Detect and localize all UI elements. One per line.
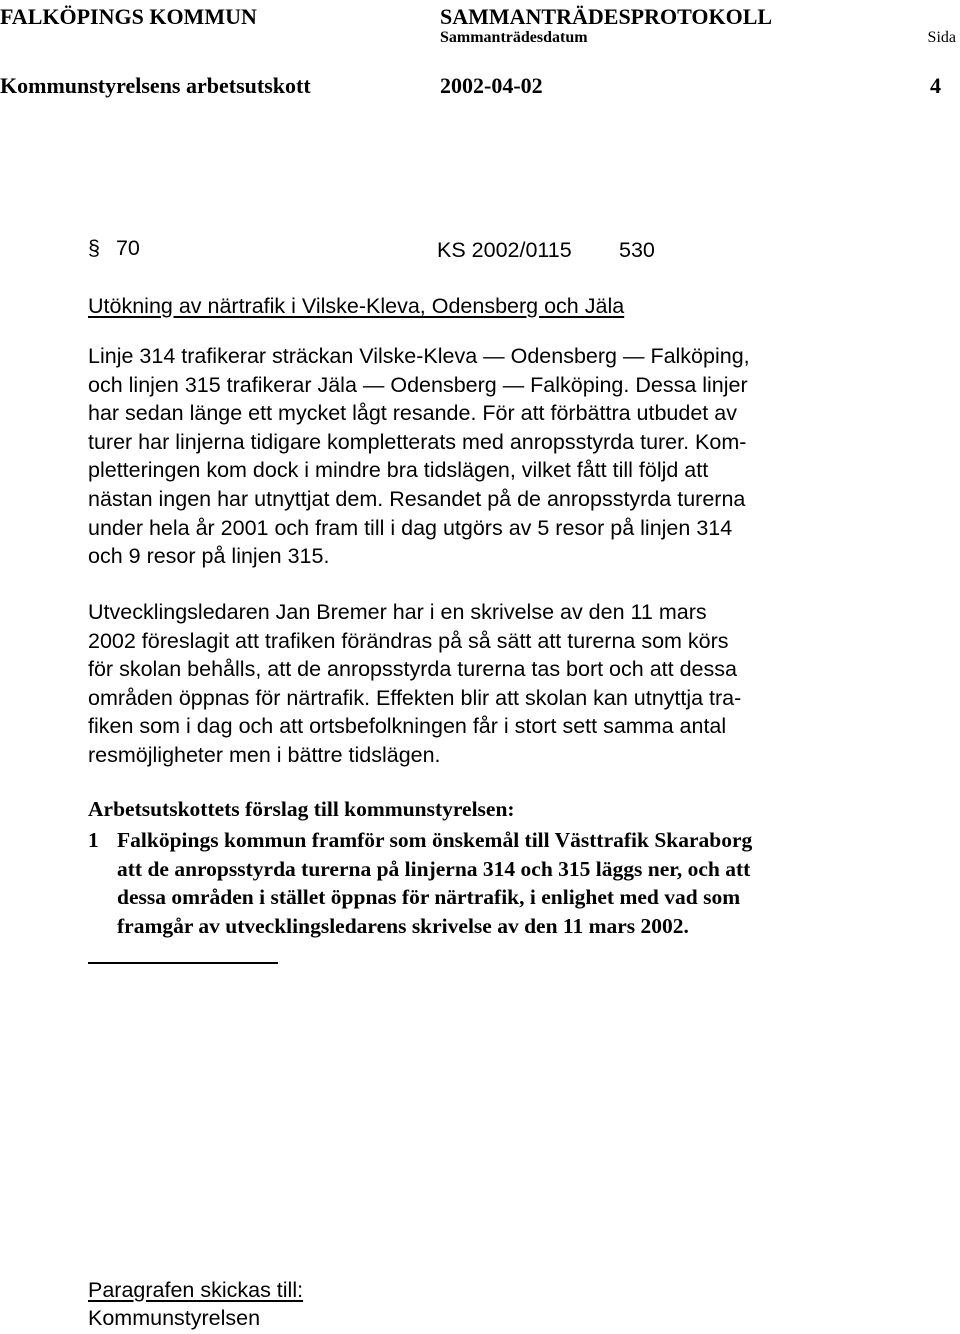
archive-code: 530 xyxy=(619,238,655,262)
proposal-item-text xyxy=(117,826,752,940)
distribution-label xyxy=(88,1278,303,1303)
body-line: turer har linjerna tidigare kompletterats med anropsstyrda turer. Kom- xyxy=(88,429,747,454)
paragraph-reference xyxy=(88,236,140,261)
body-line: Linje 314 trafikerar sträckan Vilske-Kleva — Odensberg — Falköping, xyxy=(88,344,750,368)
meeting-date: 2002-04-02 xyxy=(440,73,543,98)
document-type: SAMMANTRÄDESPROTOKOLL xyxy=(440,4,773,29)
section-symbol: § xyxy=(88,236,100,260)
paragraph-title: Utökning av närtrafik i Vilske-Kleva, Odensberg och Jäla xyxy=(88,294,625,318)
body-line: fiken som i dag och att ortsbefolkningen får i stort sett samma antal xyxy=(88,714,727,739)
page-number: 4 xyxy=(930,73,941,98)
case-number: KS 2002/0115 xyxy=(437,238,572,262)
distribution-recipient: Kommunstyrelsen xyxy=(88,1306,261,1330)
body-line: Utvecklingsledaren Jan Bremer har i en skrivelse av den 11 mars xyxy=(88,600,707,624)
body-line: pletteringen kom dock i mindre bra tidslägen, vilket fått till följd att xyxy=(88,458,709,483)
proposal-line: framgår av utvecklingsledarens skrivelse av den 11 mars 2002. xyxy=(117,913,689,938)
body-line: och linjen 315 trafikerar Jäla — Odensberg — Falköping. Dessa linjer xyxy=(88,372,748,397)
separator-line xyxy=(88,962,278,964)
proposal-line: Falköpings kommun framför som önskemål till Västtrafik Skaraborg xyxy=(117,828,753,852)
municipality-name: FALKÖPINGS KOMMUN xyxy=(0,4,257,29)
body-paragraph-2 xyxy=(88,598,858,770)
body-paragraph-1 xyxy=(88,342,858,571)
body-line: resmöjligheter men i bättre tidslägen. xyxy=(88,742,441,767)
page-label: Sida xyxy=(927,29,956,46)
committee-name: Kommunstyrelsens arbetsutskott xyxy=(0,73,311,98)
proposal-line: att de anropsstyrda turerna på linjerna 314 och 315 läggs ner, och att xyxy=(117,856,751,881)
body-line: områden öppnas för närtrafik. Effekten blir att skolan kan utnyttja tra- xyxy=(88,685,742,710)
body-line: nästan ingen har utnyttjat dem. Resandet på de anropsstyrda turerna xyxy=(88,486,746,511)
body-line: 2002 föreslagit att trafiken förändras på så sätt att turerna som körs xyxy=(88,628,729,653)
meeting-date-label: Sammanträdesdatum xyxy=(440,29,588,46)
proposal-item-number: 1 xyxy=(88,828,99,852)
distribution-label-text: Paragrafen skickas till: xyxy=(88,1278,304,1302)
paragraph-number: 70 xyxy=(115,236,140,260)
body-line: har sedan länge ett mycket lågt resande. För att förbättra utbudet av xyxy=(88,401,737,426)
body-line: under hela år 2001 och fram till i dag utgörs av 5 resor på linjen 314 xyxy=(88,515,733,540)
proposal-heading: Arbetsutskottets förslag till kommunstyrelsen: xyxy=(88,797,515,821)
body-line: för skolan behålls, att de anropsstyrda turerna tas bort och att dessa xyxy=(88,657,737,682)
body-line: och 9 resor på linjen 315. xyxy=(88,544,330,569)
proposal-line: dessa områden i stället öppnas för närtrafik, i enlighet med vad som xyxy=(117,885,741,910)
